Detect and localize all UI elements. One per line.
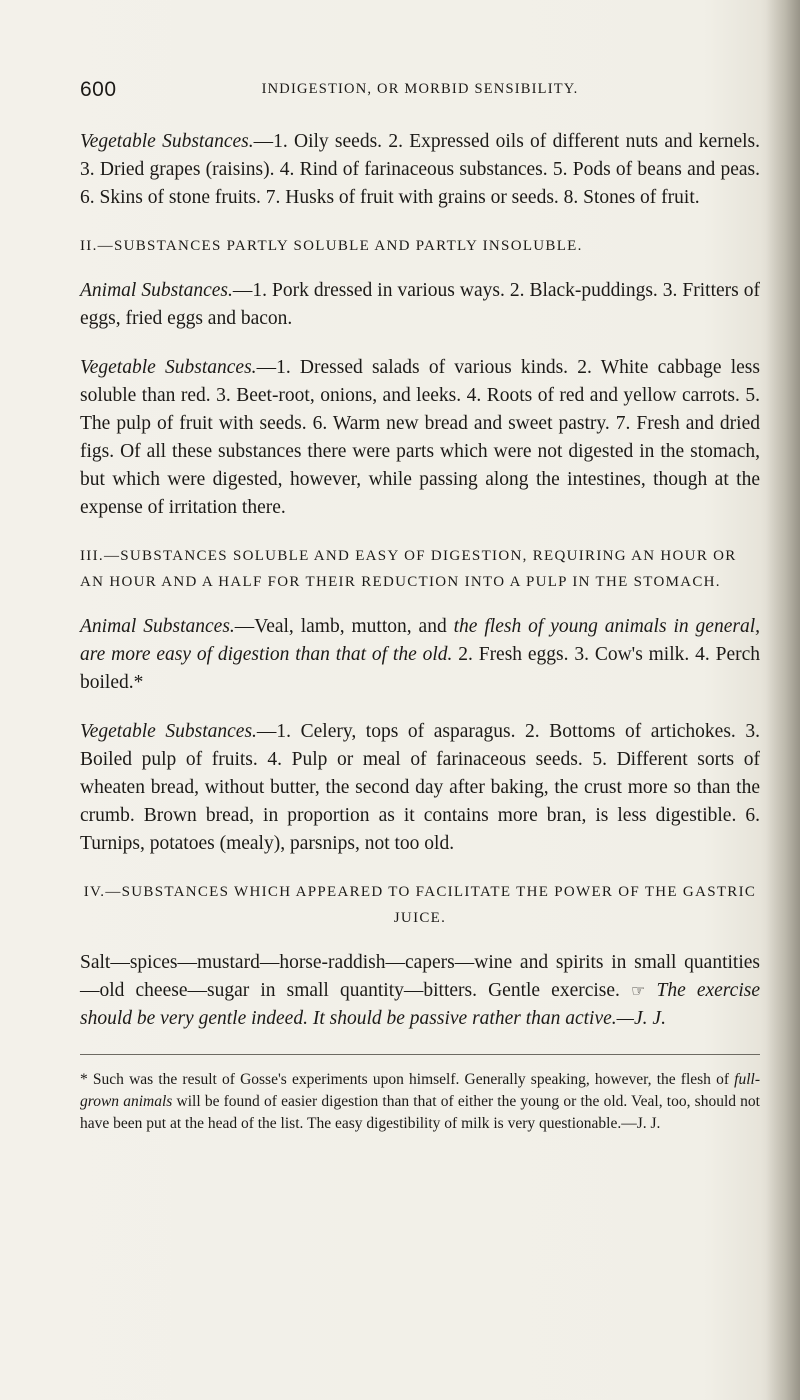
running-head: INDIGESTION, OR MORBID SENSIBILITY. (261, 81, 579, 97)
paragraph-text: 2. Fresh eggs. 3. Cow's milk. 4. Perch boiled.* (80, 644, 760, 693)
page-body (80, 128, 760, 1135)
paragraph-vegetable-easy-digestion (80, 718, 760, 858)
section-label: Vegetable Substances. (80, 357, 257, 378)
footnote-text: * Such was the result of Gosse's experiments upon himself. Generally speaking, however, the flesh of (80, 1071, 735, 1088)
heading-numeral: IV. (83, 884, 106, 900)
binding-shadow (766, 0, 800, 1400)
footnote-text: will be found of easier digestion than that of either the young or the old. Veal, too, should not have been put at the head of the list. The easy digestibility of milk is very questionable.—J. J. (80, 1093, 760, 1132)
footnote-italic-text: full-grown animals (80, 1071, 760, 1110)
section-heading-ii (80, 233, 760, 259)
paragraph-italic-text: The exercise should be very gentle indeed. It should be passive rather than active. (80, 980, 760, 1029)
signature: —J. J. (616, 1008, 666, 1029)
paragraph-animal-partly-soluble (80, 277, 760, 333)
paragraph-text: —1. Pork dressed in various ways. 2. Black-puddings. 3. Fritters of eggs, fried eggs and bacon. (80, 280, 760, 329)
heading-text: —SUBSTANCES WHICH APPEARED TO FACILITATE THE POWER OF THE GASTRIC JUICE. (105, 884, 757, 926)
section-label: Vegetable Substances. (80, 721, 257, 742)
page-number: 600 (80, 78, 117, 101)
section-heading-iv (80, 879, 760, 931)
heading-text: —SUBSTANCES SOLUBLE AND EASY OF DIGESTION, REQUIRING AN HOUR OR AN HOUR AND A HALF FOR THEIR REDUCTION INTO A PULP IN THE STOMACH. (80, 548, 737, 590)
paragraph-vegetable-partly-soluble (80, 354, 760, 522)
paragraph-text: —1. Celery, tops of asparagus. 2. Bottoms of artichokes. 3. Boiled pulp of fruits. 4. Pulp or meal of farinaceous seeds. 5. Different sorts of wheaten bread, without butter, the second day after baking, the crust more so than the crumb. Brown bread, in proportion as it contains more bran, is less digestible. 6. Turnips, potatoes (mealy), parsnips, not too old. (80, 721, 760, 854)
paragraph-text: —1. Dressed salads of various kinds. 2. White cabbage less soluble than red. 3. Beet-root, onions, and leeks. 4. Roots of red and yellow carrots. 5. The pulp of fruit with seeds. 6. Warm new bread and sweet pastry. 7. Fresh and dried figs. Of all these substances there were parts which were not digested in the stomach, but which were digested, however, while passing along the intestines, though at the expense of irritation there. (80, 357, 760, 518)
heading-numeral: III. (80, 548, 104, 564)
page-header (80, 78, 760, 104)
paragraph-text: —Veal, lamb, mutton, and (234, 616, 454, 637)
footnote (80, 1069, 760, 1135)
paragraph-gastric-juice (80, 949, 760, 1033)
pointing-hand-icon: ☞ (631, 981, 646, 1000)
footnote-divider (80, 1054, 760, 1055)
paragraph-text: —1. Oily seeds. 2. Expressed oils of different nuts and kernels. 3. Dried grapes (raisins). 4. Rind of farinaceous substances. 5. Pods of beans and peas. 6. Skins of stone fruits. 7. Husks of fruit with grains or seeds. 8. Stones of fruit. (80, 131, 760, 208)
section-label: Animal Substances. (80, 280, 233, 301)
section-label: Vegetable Substances. (80, 131, 254, 152)
heading-text: —SUBSTANCES PARTLY SOLUBLE AND PARTLY INSOLUBLE. (97, 238, 583, 254)
paragraph-animal-easy-digestion (80, 613, 760, 697)
paragraph-text: Salt—spices—mustard—horse-raddish—capers—wine and spirits in small quantities—old cheese—sugar in small quantity—bitters. Gentle exercise. (80, 952, 760, 1001)
paragraph-vegetable-insoluble (80, 128, 760, 212)
heading-numeral: II. (80, 238, 98, 254)
section-heading-iii (80, 543, 760, 595)
section-label: Animal Substances. (80, 616, 235, 637)
paragraph-italic-text: the flesh of young animals in general, are more easy of digestion than that of the old. (80, 616, 760, 665)
